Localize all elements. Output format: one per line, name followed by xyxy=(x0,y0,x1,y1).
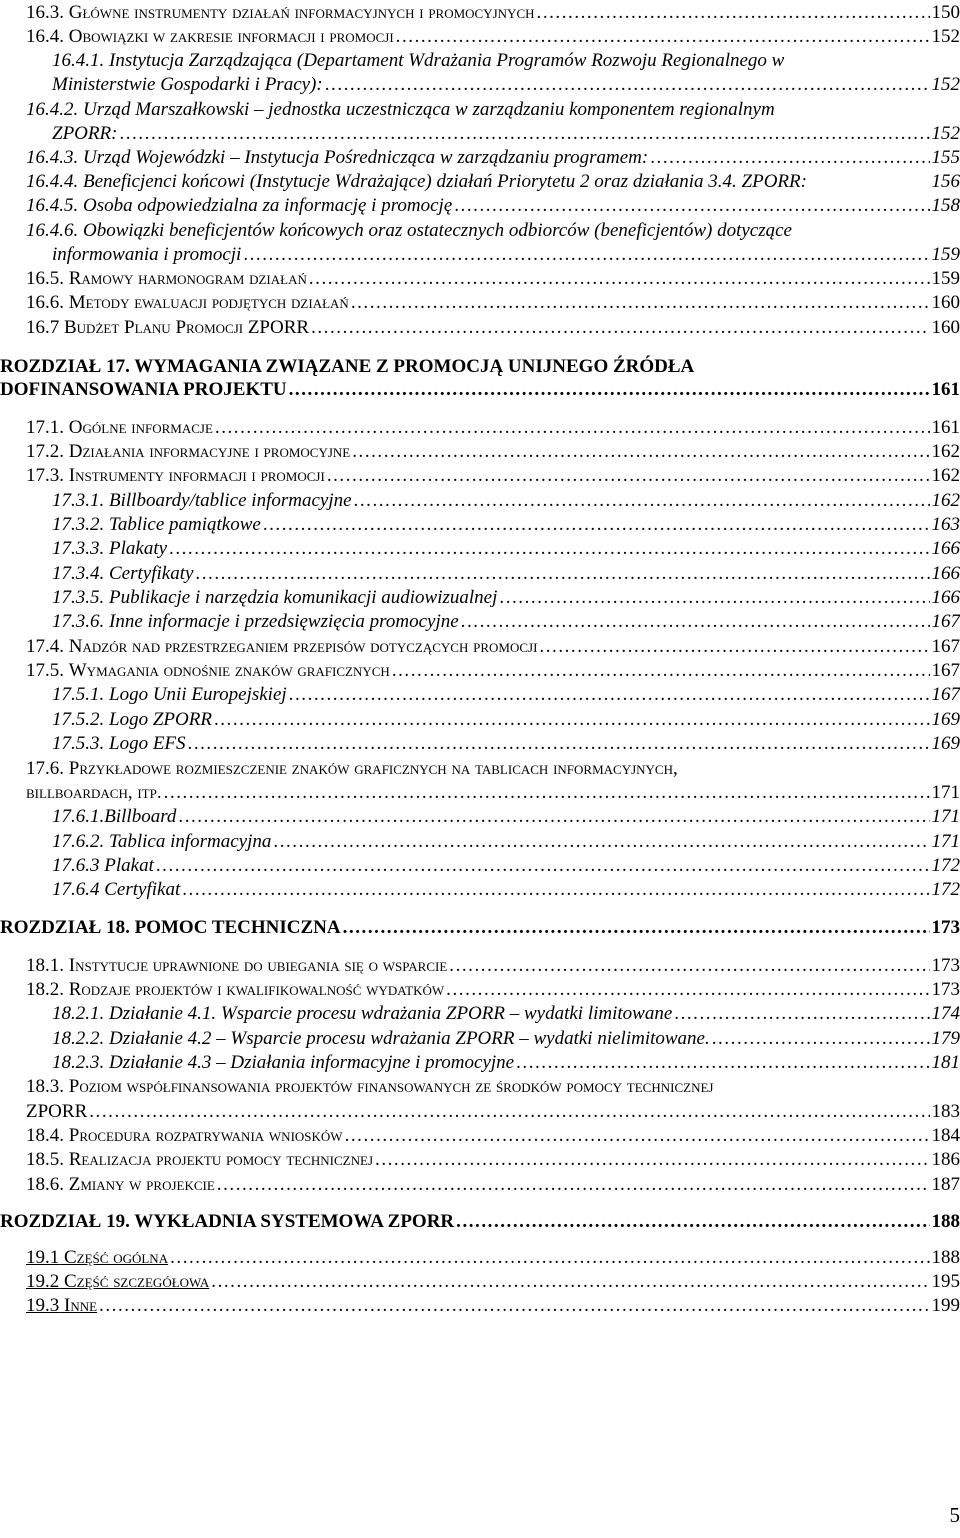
toc-entry-18-3-line2[interactable] xyxy=(26,1100,960,1124)
toc-entry-label: 17.3.4. Certyfikaty xyxy=(52,563,194,584)
toc-page-number: 162 xyxy=(931,441,960,462)
dot-leader xyxy=(674,1002,929,1026)
toc-entry-label: 16.3. Główne instrumenty działań informacyjnych i promocyjnych xyxy=(26,2,535,23)
toc-entry-16-7[interactable] xyxy=(26,316,960,340)
toc-entry-18-2-3[interactable] xyxy=(52,1051,960,1075)
toc-entry-label: 16.4.5. Osoba odpowiedzialna za informację i promocję xyxy=(26,195,453,216)
toc-page-number: 159 xyxy=(931,244,960,265)
dot-leader xyxy=(164,781,930,805)
toc-entry-16-4[interactable] xyxy=(26,25,960,49)
dot-leader xyxy=(289,683,930,707)
toc-entry-18-2-2[interactable] xyxy=(52,1027,960,1051)
toc-entry-label: 17.5.3. Logo EFS xyxy=(52,733,186,754)
toc-page-number: 166 xyxy=(931,587,960,608)
dot-leader xyxy=(217,1173,930,1197)
toc-entry-16-4-4[interactable] xyxy=(26,170,960,194)
dot-leader xyxy=(169,537,929,561)
dot-leader xyxy=(211,1270,929,1294)
toc-entry-17-4[interactable] xyxy=(26,635,960,659)
dot-leader xyxy=(456,1210,929,1234)
dot-leader xyxy=(396,25,930,49)
dot-leader xyxy=(99,1294,929,1318)
toc-entry-18-3-line1[interactable]: 18.3. Poziom współfinansowania projektów finansowanych ze środków pomocy technicznej xyxy=(26,1076,714,1097)
toc-page-number: 169 xyxy=(931,733,960,754)
dot-leader xyxy=(170,1246,929,1270)
toc-entry-label: 17.6.4 Certyfikat xyxy=(52,879,181,900)
toc-entry-label: 16.5. Ramowy harmonogram działań xyxy=(26,268,307,289)
toc-page-number: 195 xyxy=(931,1271,960,1292)
toc-entry-17-6-1[interactable] xyxy=(52,805,960,829)
toc-entry-label: 16.4.4. Beneficjenci końcowi (Instytucje Wdrażające) działań Priorytetu 2 oraz działania 3.4. ZPORR: xyxy=(26,171,807,192)
toc-entry-17-3-6[interactable] xyxy=(52,610,960,634)
toc-entry-label: informowania i promocji xyxy=(52,244,242,265)
toc-entry-16-4-1-line1[interactable]: 16.4.1. Instytucja Zarządzająca (Departament Wdrażania Programów Rozwoju Regionalnego w xyxy=(52,50,785,71)
toc-entry-label: 17.3.5. Publikacje i narzędzia komunikacji audiowizualnej xyxy=(52,587,498,608)
dot-leader xyxy=(178,805,929,829)
toc-entry-18-2[interactable] xyxy=(26,978,960,1002)
toc-page-number: 167 xyxy=(931,636,960,657)
dot-leader xyxy=(345,1124,930,1148)
dot-leader xyxy=(354,489,930,513)
toc-entry-label: ZPORR: xyxy=(52,123,118,144)
chapter-18-heading[interactable] xyxy=(0,916,960,940)
toc-entry-17-3-1[interactable] xyxy=(52,489,960,513)
dot-leader xyxy=(311,316,929,340)
toc-entry-17-6-2[interactable] xyxy=(52,830,960,854)
toc-entry-label: 17.3. Instrumenty informacji i promocji xyxy=(26,465,325,486)
toc-entry-label: Ministerstwie Gospodarki i Pracy): xyxy=(52,74,323,95)
toc-entry-label: 17.1. Ogólne informacje xyxy=(26,417,213,438)
toc-page-number: 188 xyxy=(931,1211,960,1232)
toc-entry-label: 17.3.1. Billboardy/tablice informacyjne xyxy=(52,490,352,511)
dot-leader xyxy=(188,732,930,756)
toc-page-number: 199 xyxy=(931,1295,960,1316)
toc-page-number: 179 xyxy=(931,1028,960,1049)
toc-entry-17-2[interactable] xyxy=(26,440,960,464)
toc-page-number: 169 xyxy=(931,709,960,730)
toc-entry-label: ROZDZIAŁ 18. POMOC TECHNICZNA xyxy=(0,917,341,938)
toc-entry-18-2-1[interactable] xyxy=(52,1002,960,1026)
toc-entry-label: 17.3.3. Plakaty xyxy=(52,538,168,559)
toc-entry-label: 17.6.3 Plakat xyxy=(52,855,154,876)
toc-page-number: 167 xyxy=(931,611,960,632)
chapter-17-heading-line1[interactable]: ROZDZIAŁ 17. WYMAGANIA ZWIĄZANE Z PROMOCJĄ UNIJNEGO ŹRÓDŁA xyxy=(0,356,695,377)
toc-entry-link[interactable]: 19.3 Inne xyxy=(26,1295,98,1316)
toc-entry-label: 17.4. Nadzór nad przestrzeganiem przepisów dotyczących promocji xyxy=(26,636,538,657)
toc-entry-18-5[interactable] xyxy=(26,1148,960,1172)
dot-leader xyxy=(195,562,929,586)
dot-leader xyxy=(273,830,929,854)
toc-entry-18-1[interactable] xyxy=(26,954,960,978)
toc-entry-17-3-3[interactable] xyxy=(52,537,960,561)
toc-entry-link[interactable]: 19.2 Część szczegółowa xyxy=(26,1271,210,1292)
toc-entry-label: 17.5.1. Logo Unii Europejskiej xyxy=(52,684,287,705)
toc-entry-label: 18.6. Zmiany w projekcie xyxy=(26,1174,215,1195)
toc-page-number: 152 xyxy=(931,26,960,47)
dot-leader xyxy=(537,1,930,25)
dot-leader xyxy=(309,267,930,291)
toc-page-number: 181 xyxy=(931,1052,960,1073)
dot-leader xyxy=(214,708,930,732)
toc-entry-17-1[interactable] xyxy=(26,416,960,440)
toc-entry-label: 18.4. Procedura rozpatrywania wniosków xyxy=(26,1125,343,1146)
toc-entry-label: DOFINANSOWANIA PROJEKTU xyxy=(0,379,287,400)
toc-page-number: 162 xyxy=(931,490,960,511)
toc-entry-19-2[interactable] xyxy=(26,1270,960,1294)
toc-entry-label: 18.2.1. Działanie 4.1. Wsparcie procesu wdrażania ZPORR – wydatki limitowane xyxy=(52,1003,673,1024)
dot-leader xyxy=(499,586,929,610)
toc-entry-label: 18.1. Instytucje uprawnione do ubiegania się o wsparcie xyxy=(26,955,448,976)
dot-leader xyxy=(263,513,930,537)
dot-leader xyxy=(119,122,929,146)
toc-entry-label: 17.3.2. Tablice pamiątkowe xyxy=(52,514,261,535)
toc-entry-17-5-1[interactable] xyxy=(52,683,960,707)
chapter-19-heading[interactable] xyxy=(0,1210,960,1234)
toc-entry-label: 17.2. Działania informacyjne i promocyjne xyxy=(26,441,351,462)
toc-page-number: 152 xyxy=(931,74,960,95)
toc-entry-label: ZPORR xyxy=(26,1101,88,1122)
toc-page-number: 167 xyxy=(931,660,960,681)
toc-entry-19-3[interactable] xyxy=(26,1294,960,1318)
toc-page-number: 161 xyxy=(931,379,960,400)
dot-leader xyxy=(289,378,930,402)
toc-entry-18-6[interactable] xyxy=(26,1173,960,1197)
dot-leader xyxy=(516,1051,929,1075)
toc-page-number: 188 xyxy=(931,1247,960,1268)
toc-entry-16-4-6-line2[interactable] xyxy=(52,243,960,267)
toc-entry-label: 17.6.1.Billboard xyxy=(52,806,177,827)
toc-page-number: 161 xyxy=(931,417,960,438)
toc-page-number: 162 xyxy=(931,465,960,486)
dot-leader xyxy=(182,878,929,902)
toc-entry-label: 16.4. Obowiązki w zakresie informacji i promocji xyxy=(26,26,394,47)
toc-entry-label: ROZDZIAŁ 19. WYKŁADNIA SYSTEMOWA ZPORR xyxy=(0,1211,455,1232)
toc-page-number: 160 xyxy=(931,292,960,313)
toc-entry-16-4-5[interactable] xyxy=(26,194,960,218)
toc-page-number: 186 xyxy=(931,1149,960,1170)
toc-entry-17-5[interactable] xyxy=(26,659,960,683)
toc-entry-16-4-1-line2[interactable] xyxy=(52,73,960,97)
toc-entry-16-4-6-line1[interactable]: 16.4.6. Obowiązki beneficjentów końcowych oraz ostatecznych odbiorców (beneficjentów) dotyczące xyxy=(26,220,792,241)
toc-entry-17-5-2[interactable] xyxy=(52,708,960,732)
toc-entry-17-3[interactable] xyxy=(26,464,960,488)
dot-leader xyxy=(449,954,929,978)
toc-page-number: 173 xyxy=(931,955,960,976)
dot-leader xyxy=(454,194,929,218)
toc-entry-16-3[interactable] xyxy=(26,1,960,25)
toc-entry-16-4-2-line2[interactable] xyxy=(52,122,960,146)
toc-page-number: 187 xyxy=(931,1174,960,1195)
dot-leader xyxy=(650,146,929,170)
toc-entry-17-5-3[interactable] xyxy=(52,732,960,756)
toc-page-number: 166 xyxy=(931,538,960,559)
toc-page-number: 160 xyxy=(931,317,960,338)
dot-leader xyxy=(327,464,930,488)
toc-entry-17-3-5[interactable] xyxy=(52,586,960,610)
toc-page-number: 150 xyxy=(931,2,960,23)
toc-entry-label: 18.2.3. Działanie 4.3 – Działania informacyjne i promocyjne xyxy=(52,1052,515,1073)
toc-page-number: 166 xyxy=(931,563,960,584)
toc-entry-18-4[interactable] xyxy=(26,1124,960,1148)
dot-leader xyxy=(343,916,930,940)
toc-entry-label: 17.5.2. Logo ZPORR xyxy=(52,709,212,730)
toc-entry-16-6[interactable] xyxy=(26,291,960,315)
toc-entry-label: billboardach, itp. xyxy=(26,782,162,803)
toc-page-number: 173 xyxy=(931,917,960,938)
chapter-17-heading-line2[interactable] xyxy=(0,378,960,402)
toc-page-number: 152 xyxy=(931,123,960,144)
dot-leader xyxy=(461,610,930,634)
toc-entry-label: 17.5. Wymagania odnośnie znaków graficznych xyxy=(26,660,390,681)
toc-entry-label: 16.6. Metody ewaluacji podjętych działań xyxy=(26,292,349,313)
toc-entry-16-4-2-line1[interactable]: 16.4.2. Urząd Marszałkowski – jednostka uczestnicząca w zarządzaniu komponentem regionalnym xyxy=(26,99,775,120)
dot-leader xyxy=(325,73,930,97)
dot-leader xyxy=(539,635,929,659)
toc-page-number: 156 xyxy=(931,171,960,192)
dot-leader xyxy=(89,1100,929,1124)
toc-entry-17-6-3[interactable] xyxy=(52,854,960,878)
toc-entry-label: 17.6.2. Tablica informacyjna xyxy=(52,831,272,852)
toc-page-number: 174 xyxy=(931,1003,960,1024)
toc-page-number: 158 xyxy=(931,195,960,216)
toc-page-number: 172 xyxy=(931,879,960,900)
toc-entry-17-6-line1[interactable]: 17.6. Przykładowe rozmieszczenie znaków graficznych na tablicach informacyjnych, xyxy=(26,758,678,779)
toc-entry-label: 18.5. Realizacja projektu pomocy technicznej xyxy=(26,1149,374,1170)
toc-page-number: 171 xyxy=(931,782,960,803)
dot-leader xyxy=(375,1148,929,1172)
toc-entry-label: 16.4.3. Urząd Wojewódzki – Instytucja Pośrednicząca w zarządzaniu programem: xyxy=(26,147,649,168)
toc-entry-17-3-4[interactable] xyxy=(52,562,960,586)
toc-page-number: 184 xyxy=(931,1125,960,1146)
dot-leader xyxy=(446,978,929,1002)
toc-entry-label: 17.3.6. Inne informacje i przedsięwzięcia promocyjne xyxy=(52,611,459,632)
toc-page-number: 183 xyxy=(931,1101,960,1122)
toc-page-number: 171 xyxy=(931,831,960,852)
toc-entry-19-1[interactable] xyxy=(26,1246,960,1270)
dot-leader xyxy=(243,243,929,267)
toc-page-number: 172 xyxy=(931,855,960,876)
toc-page-number: 167 xyxy=(931,684,960,705)
toc-page-number: 171 xyxy=(931,806,960,827)
page-number: 5 xyxy=(949,1503,960,1527)
toc-page-number: 159 xyxy=(931,268,960,289)
dot-leader xyxy=(712,1027,930,1051)
toc-entry-label: 18.2.2. Działanie 4.2 – Wsparcie procesu wdrażania ZPORR – wydatki nielimitowane. xyxy=(52,1028,710,1049)
dot-leader xyxy=(352,440,929,464)
toc-entry-17-6-line2[interactable] xyxy=(26,781,960,805)
toc-page-number: 155 xyxy=(931,147,960,168)
toc-entry-17-6-4[interactable] xyxy=(52,878,960,902)
toc-entry-16-5[interactable] xyxy=(26,267,960,291)
dot-leader xyxy=(215,416,930,440)
toc-entry-label: 18.2. Rodzaje projektów i kwalifikowalność wydatków xyxy=(26,979,445,1000)
toc-entry-link[interactable]: 19.1 Część ogólna xyxy=(26,1247,169,1268)
toc-entry-16-4-3[interactable] xyxy=(26,146,960,170)
dot-leader xyxy=(351,291,930,315)
dot-leader xyxy=(156,854,930,878)
toc-entry-label: 16.7 Budżet Planu Promocji ZPORR xyxy=(26,317,310,338)
dot-leader xyxy=(392,659,930,683)
toc-entry-17-3-2[interactable] xyxy=(52,513,960,537)
toc-page-number: 163 xyxy=(931,514,960,535)
toc-page-number: 173 xyxy=(931,979,960,1000)
